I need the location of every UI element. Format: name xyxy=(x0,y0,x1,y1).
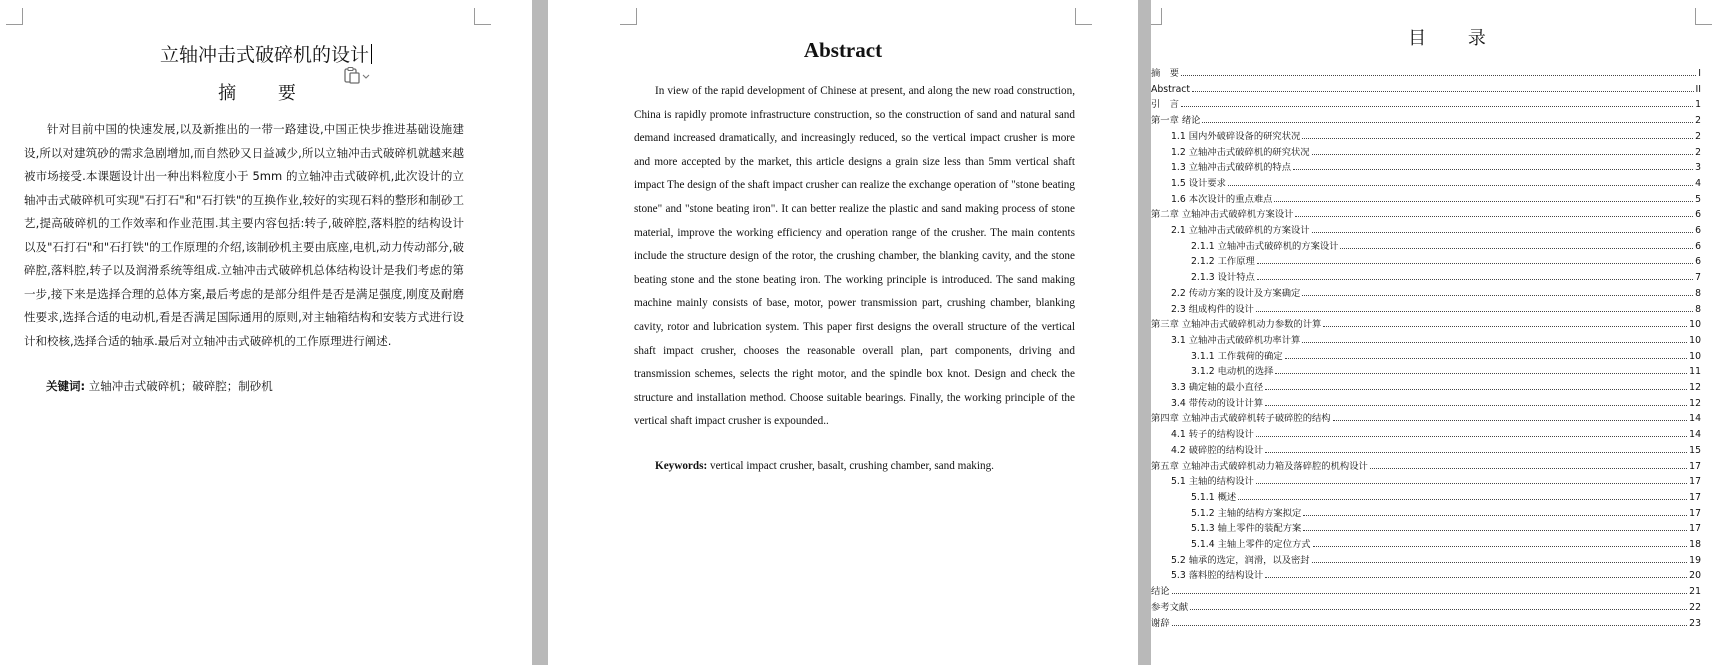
toc-entry[interactable] xyxy=(1171,331,1701,346)
toc-entry-label: 4.2 破碎腔的结构设计 xyxy=(1171,444,1264,456)
toc-entry-page: 12 xyxy=(1689,382,1701,393)
toc-leader-dots xyxy=(1312,154,1693,155)
toc-entry-label: 第五章 立轴冲击式破碎机动力箱及落碎腔的机构设计 xyxy=(1151,460,1368,472)
toc-leader-dots xyxy=(1340,248,1693,249)
toc-leader-dots xyxy=(1302,295,1693,296)
toc-entry-page: 2 xyxy=(1695,146,1701,158)
toc-entry[interactable] xyxy=(1151,457,1701,472)
toc-entry-page: 18 xyxy=(1689,539,1701,550)
toc-entry-page: 3 xyxy=(1695,162,1701,174)
toc-leader-dots xyxy=(1303,515,1687,516)
page-corner-mark xyxy=(6,8,23,25)
toc-entry-label: 4.1 转子的结构设计 xyxy=(1171,429,1254,441)
toc-entry[interactable] xyxy=(1151,80,1701,95)
toc-leader-dots xyxy=(1323,326,1687,327)
toc-entry[interactable] xyxy=(1171,143,1701,158)
toc-entry-page: 7 xyxy=(1695,272,1701,284)
thesis-title[interactable] xyxy=(0,40,532,67)
toc-leader-dots xyxy=(1228,185,1693,186)
toc-entry-page: 2 xyxy=(1695,115,1701,127)
toc-entry-label: 1.2 立轴冲击式破碎机的研究状况 xyxy=(1171,146,1310,158)
toc-entry-label: 3.1.2 电动机的选择 xyxy=(1191,366,1274,378)
toc-entry-page: 17 xyxy=(1689,523,1701,535)
toc-entry[interactable] xyxy=(1171,284,1701,299)
toc-entry-page: 21 xyxy=(1689,586,1701,598)
toc-entry[interactable] xyxy=(1171,566,1701,581)
keywords-label: 关键词: xyxy=(46,379,86,393)
toc-entry-label: 第二章 立轴冲击式破碎机方案设计 xyxy=(1151,209,1294,221)
toc-entry[interactable] xyxy=(1151,614,1701,629)
toc-entry[interactable] xyxy=(1151,582,1701,597)
toc-entry[interactable] xyxy=(1191,504,1701,519)
toc-entry-label: 3.4 带传动的设计计算 xyxy=(1171,397,1264,409)
page-corner-mark xyxy=(1695,8,1712,25)
toc-entry[interactable] xyxy=(1191,252,1701,267)
toc-entry-page: 20 xyxy=(1689,570,1701,582)
toc-entry-page: 6 xyxy=(1695,225,1701,236)
toc-entry[interactable] xyxy=(1171,190,1701,205)
toc-entry-page: II xyxy=(1695,83,1701,95)
abstract-body-cn[interactable]: 针对目前中国的快速发展,以及新推出的一带一路建设,中国正快步推进基础设施建设,所以对建筑砂的需求急剧增加,而自然砂又日益减少,所以立轴冲击式破碎机就越来越被市场接受.本课题设计出一种出料粒度小于 5mm 的立轴冲击式破碎机,此次设计的立轴冲击式破碎机可实现"石打石"和"石打铁"的互换作业,较好的实现石料的整形和制砂工艺,提高破碎机的工作效率和作业范围.其主要内容包括:转子,破碎腔,落料腔的结构设计以及"石打石"和"石打铁"的工作原理的介绍,该制砂机主要由底座,电机,动力传动部分,破碎腔,落料腔,转子以及润滑系统等组成.立轴冲击式破碎机总体结构设计是我们考虑的第一步,接下来是选择合理的总体方案,最后考虑的是部分组件是否是满足强度,刚度及耐磨性要求,选择合适的电动机,看是否满足国际通用的原则,对主轴箱结构和安装方式进行设计和校核,选择合适的轴承.最后对立轴冲击式破碎机的工作原理进行阐述. xyxy=(24,122,464,348)
toc-entry-label: 2.1.3 设计特点 xyxy=(1191,272,1255,284)
toc-entry-page: 17 xyxy=(1689,491,1701,503)
toc-leader-dots xyxy=(1265,389,1687,390)
toc-leader-dots xyxy=(1274,201,1693,202)
toc-entry-label: 2.3 组成构件的设计 xyxy=(1171,303,1254,315)
toc-entry[interactable] xyxy=(1151,315,1701,330)
document-page-3[interactable] xyxy=(1151,0,1721,665)
toc-entry-label: 5.1.2 主轴的结构方案拟定 xyxy=(1191,507,1302,519)
toc-leader-dots xyxy=(1313,546,1688,547)
toc-entry-label: 5.1.3 轴上零件的装配方案 xyxy=(1191,523,1302,535)
toc-leader-dots xyxy=(1256,483,1687,484)
toc-entry-page: 2 xyxy=(1695,130,1701,142)
toc-leader-dots xyxy=(1257,279,1693,280)
toc-entry-page: 1 xyxy=(1695,99,1701,111)
toc-leader-dots xyxy=(1293,169,1693,170)
page-corner-mark xyxy=(474,8,491,25)
toc-entry-page: 6 xyxy=(1695,209,1701,221)
toc-entry[interactable] xyxy=(1171,221,1701,236)
keywords-label-en: Keywords: xyxy=(655,460,708,472)
toc-leader-dots xyxy=(1257,263,1693,264)
toc-leader-dots xyxy=(1295,216,1693,217)
toc-entry[interactable] xyxy=(1151,205,1701,220)
toc-leader-dots xyxy=(1370,468,1687,469)
toc-entry[interactable] xyxy=(1171,378,1701,393)
toc-leader-dots xyxy=(1302,138,1693,139)
toc-entry-page: 15 xyxy=(1689,444,1701,456)
toc-entry-page: 6 xyxy=(1695,240,1701,252)
toc-entry[interactable] xyxy=(1171,472,1701,487)
toc-entry-page: 10 xyxy=(1689,334,1701,346)
toc-entry[interactable] xyxy=(1191,488,1701,503)
toc-entry[interactable] xyxy=(1171,441,1701,456)
toc-entry-page: I xyxy=(1698,68,1701,79)
toc-entry-label: 1.6 本次设计的重点难点 xyxy=(1171,193,1273,205)
toc-entry[interactable] xyxy=(1191,535,1701,550)
toc-entry[interactable] xyxy=(1171,158,1701,173)
toc-entry-label: 结论 xyxy=(1151,586,1170,598)
thesis-title-text: 立轴冲击式破碎机的设计 xyxy=(159,44,369,66)
toc-leader-dots xyxy=(1190,609,1687,610)
toc-entry-label: 2.1.2 工作原理 xyxy=(1191,256,1255,268)
toc-entry[interactable] xyxy=(1171,425,1701,440)
toc-entry-label: 第四章 立轴冲击式破碎机转子破碎腔的结构 xyxy=(1151,413,1331,425)
toc-leader-dots xyxy=(1275,373,1687,374)
toc-entry-label: 第一章 绪论 xyxy=(1151,115,1201,127)
keywords-line-en[interactable] xyxy=(655,460,994,472)
toc-entry-page: 17 xyxy=(1689,476,1701,488)
toc-entry-label: 5.1 主轴的结构设计 xyxy=(1171,476,1254,488)
toc-entry-page: 17 xyxy=(1689,507,1701,519)
abstract-body-en[interactable]: In view of the rapid development of Chinese at present, and along the new road construction, China is rapidly promote infrastructure construction, so the construction of sand and natural sand demand increased dramatically, and increasingly reduced, so the vertical impact crusher is more and more accepted by the market, this article designs a grain size less than 5mm vertical shaft impact The design of the shaft impact crusher can realize the exchange operation of "stone beating stone" and "stone beating iron". It can better realize the plastic and sand making process of stone material, improve the working efficiency and operation range of the crusher. The main contents include the structure design of the rotor, the crushing chamber, the blanking cavity, and the stone beating stone and the stone beating iron. The working principle is introduced. The sand making machine mainly consists of base, motor, power transmission part, crushing chamber, blanking cavity, rotor and lubrication system. This paper first designs the overall structure of the vertical shaft impact crusher, chooses the reasonable overall plan, part components, driving and transmission schemes, selects the right motor, and the spindle box knot. Design and check the structure and installation method. Choose suitable bearings. Finally, the working principle of the vertical shaft impact crusher is expounded.. xyxy=(634,85,1075,428)
keywords-text-en: vertical impact crusher, basalt, crushing chamber, sand making. xyxy=(710,460,994,472)
toc-leader-dots xyxy=(1312,232,1693,233)
toc-entry-label: 2.1 立轴冲击式破碎机的方案设计 xyxy=(1171,225,1310,236)
toc-entry[interactable] xyxy=(1151,64,1701,79)
page-corner-mark xyxy=(620,8,637,25)
toc-entry[interactable] xyxy=(1171,394,1701,409)
toc-leader-dots xyxy=(1172,593,1688,594)
toc-entry-label: 3.1 立轴冲击式破碎机功率计算 xyxy=(1171,334,1301,346)
toc-leader-dots xyxy=(1256,311,1693,312)
page-corner-mark xyxy=(1075,8,1092,25)
toc-entry-page: 22 xyxy=(1689,601,1701,613)
document-page-1[interactable] xyxy=(0,0,532,665)
toc-entry-label: 3.1.1 工作载荷的确定 xyxy=(1191,350,1283,362)
toc-entry-page: 14 xyxy=(1689,413,1701,425)
toc-entry-page: 6 xyxy=(1695,256,1701,268)
toc-entry-label: 2.2 传动方案的设计及方案确定 xyxy=(1171,287,1301,299)
toc-entry-page: 17 xyxy=(1689,460,1701,472)
toc-entry-label: 5.2 轴承的选定，润滑，以及密封 xyxy=(1171,554,1310,566)
keywords-line-cn[interactable] xyxy=(46,378,273,394)
document-page-2[interactable] xyxy=(548,0,1138,665)
toc-entry[interactable] xyxy=(1151,95,1701,110)
toc-entry-page: 8 xyxy=(1695,303,1701,315)
toc-entry[interactable] xyxy=(1171,127,1701,142)
toc-leader-dots xyxy=(1256,436,1687,437)
text-cursor xyxy=(371,44,372,64)
toc-entry-page: 19 xyxy=(1689,554,1701,566)
toc-entry[interactable] xyxy=(1151,111,1701,126)
keywords-text: 立轴冲击式破碎机；破碎腔；制砂机 xyxy=(88,379,273,393)
toc-leader-dots xyxy=(1238,499,1687,500)
toc-entry-page: 8 xyxy=(1695,287,1701,299)
toc-entry-label: 2.1.1 立轴冲击式破碎机的方案设计 xyxy=(1191,240,1339,252)
toc-entry-label: 1.5 设计要求 xyxy=(1171,177,1226,189)
toc-entry-label: 3.3 确定轴的最小直径 xyxy=(1171,382,1264,393)
toc-entry-label: 参考文献 xyxy=(1151,601,1189,613)
toc-leader-dots xyxy=(1181,106,1693,107)
toc-entry-label: 第三章 立轴冲击式破碎机动力参数的计算 xyxy=(1151,319,1322,331)
page-corner-mark xyxy=(1151,8,1162,25)
abstract-heading-cn: 摘 要 xyxy=(218,83,314,104)
toc-entry-page: 5 xyxy=(1695,193,1701,205)
toc-leader-dots xyxy=(1192,91,1693,92)
toc-entry-label: 5.1.1 概述 xyxy=(1191,491,1237,503)
toc-entry-page: 12 xyxy=(1689,397,1701,409)
toc-entry-label: 谢辞 xyxy=(1151,617,1170,629)
toc-entry-label: 1.1 国内外破碎设备的研究状况 xyxy=(1171,130,1301,142)
toc-leader-dots xyxy=(1202,122,1693,123)
toc-entry-page: 10 xyxy=(1689,319,1701,331)
toc-leader-dots xyxy=(1333,420,1688,421)
toc-entry-label: Abstract xyxy=(1151,83,1191,95)
toc-leader-dots xyxy=(1265,452,1687,453)
toc-entry[interactable] xyxy=(1191,268,1701,283)
toc-entry[interactable] xyxy=(1171,551,1701,566)
toc-leader-dots xyxy=(1172,625,1688,626)
toc-leader-dots xyxy=(1265,577,1687,578)
toc-entry-page: 23 xyxy=(1689,617,1701,629)
toc-leader-dots xyxy=(1265,405,1687,406)
toc-entry[interactable] xyxy=(1191,237,1701,252)
toc-entry[interactable] xyxy=(1171,174,1701,189)
toc-entry[interactable] xyxy=(1191,519,1701,534)
toc-entry-label: 1.3 立轴冲击式破碎机的特点 xyxy=(1171,162,1292,174)
toc-leader-dots xyxy=(1303,530,1687,531)
toc-leader-dots xyxy=(1302,342,1687,343)
toc-entry-page: 10 xyxy=(1689,350,1701,362)
toc-entry[interactable] xyxy=(1191,362,1701,377)
abstract-heading-en: Abstract xyxy=(803,38,883,62)
toc-entry[interactable] xyxy=(1191,347,1701,362)
toc-entry-label: 引 言 xyxy=(1151,99,1179,111)
toc-entry-label: 摘 要 xyxy=(1151,68,1179,79)
toc-entry-label: 5.1.4 主轴上零件的定位方式 xyxy=(1191,539,1311,550)
toc-entry-page: 14 xyxy=(1689,429,1701,441)
toc-entry-label: 5.3 落料腔的结构设计 xyxy=(1171,570,1264,582)
toc-entry-page: 11 xyxy=(1689,366,1701,378)
toc-heading: 目 录 xyxy=(1408,28,1504,49)
toc-entry[interactable] xyxy=(1151,409,1701,424)
toc-entry[interactable] xyxy=(1171,300,1701,315)
toc-leader-dots xyxy=(1285,358,1687,359)
toc-leader-dots xyxy=(1181,75,1696,76)
toc-entry[interactable] xyxy=(1151,598,1701,613)
toc-entry-page: 4 xyxy=(1695,177,1701,189)
toc-leader-dots xyxy=(1312,562,1688,563)
